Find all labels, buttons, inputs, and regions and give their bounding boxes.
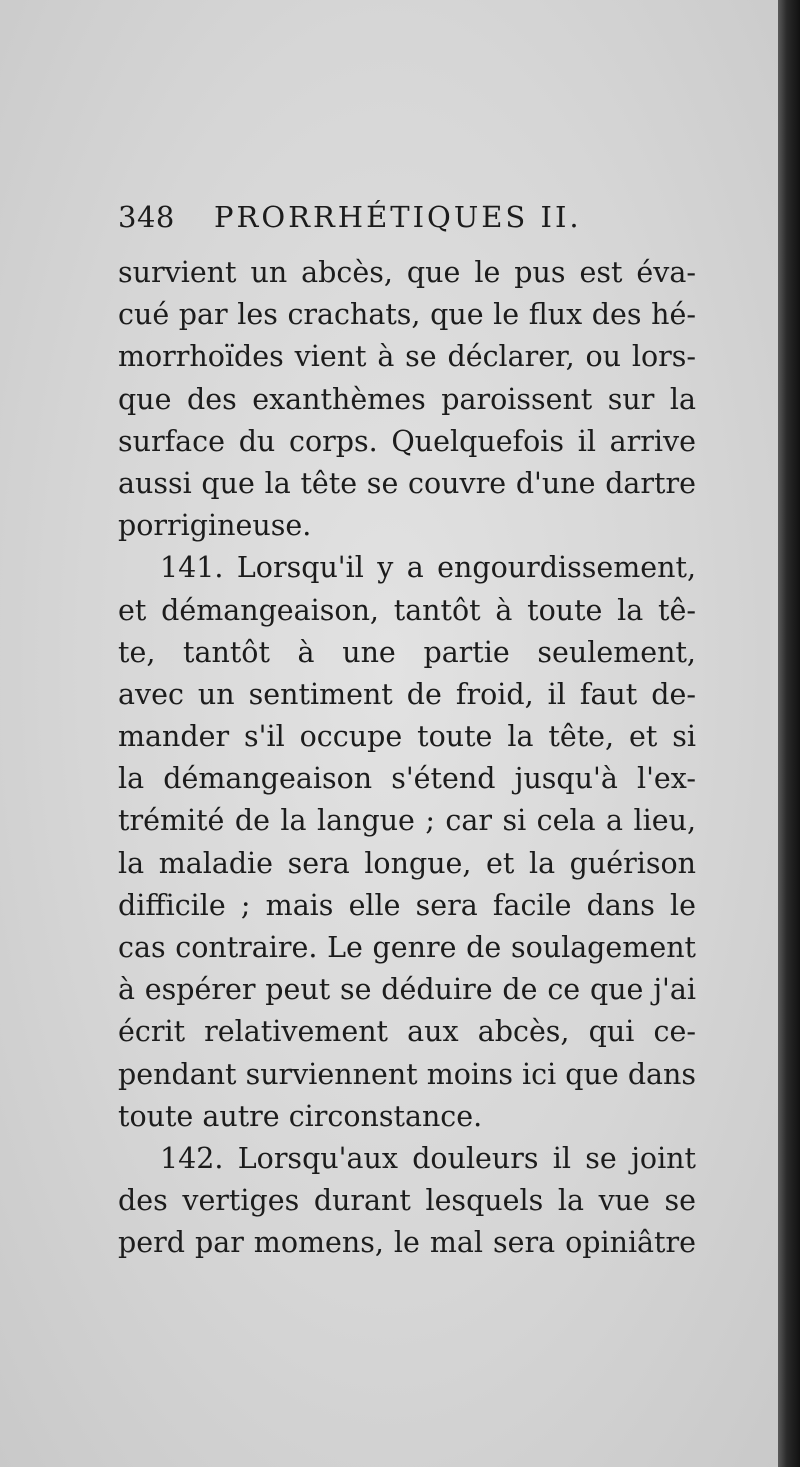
text-line: cas contraire. Le genre de soulagement [118, 931, 696, 964]
text-line: aussi que la tête se couvre d'une dartre [118, 466, 696, 500]
page-edge-shadow [778, 0, 800, 1467]
text-line: cué par les crachats, que le flux des hé- [118, 298, 696, 332]
text-line: difficile ; mais elle sera facile dans le [118, 888, 696, 922]
text-line: des vertiges durant lesquels la vue se [118, 1184, 696, 1218]
page-number: 348 [118, 200, 175, 234]
text-line: et démangeaison, tantôt à toute la tê- [118, 593, 696, 627]
text-line: 141. Lorsqu'il y a engourdissement, [160, 551, 696, 585]
text-line: 142. Lorsqu'aux douleurs il se joint [160, 1141, 696, 1175]
paragraph-continued [118, 252, 696, 547]
text-line: survient un abcès, que le pus est éva- [118, 256, 696, 289]
text-line: avec un sentiment de froid, il faut de- [118, 677, 696, 711]
text-line: porrigineuse. [118, 509, 312, 543]
text-line: que des exanthèmes paroissent sur la [118, 382, 696, 416]
running-title: PRORRHÉTIQUES II. [214, 200, 582, 234]
paragraph-141 [118, 547, 696, 1138]
paragraph-142 [118, 1138, 696, 1265]
text-line: trémité de la langue ; car si cela a lieu, [118, 804, 696, 838]
page-header [118, 200, 696, 252]
text-line: la maladie sera longue, et la guérison [118, 846, 696, 880]
text-line: te, tantôt à une partie seulement, [118, 635, 696, 669]
text-line: mander s'il occupe toute la tête, et si [118, 720, 696, 754]
page-text [118, 200, 696, 1265]
text-line: pendant surviennent moins ici que dans [118, 1057, 697, 1091]
text-line: à espérer peut se déduire de ce que j'ai [118, 973, 696, 1007]
text-line: écrit relativement aux abcès, qui ce- [118, 1015, 696, 1049]
text-line: perd par momens, le mal sera opiniâtre [118, 1226, 696, 1260]
text-line: surface du corps. Quelquefois il arrive [118, 424, 696, 458]
text-line: la démangeaison s'étend jusqu'à l'ex- [118, 762, 696, 796]
text-line: toute autre circonstance. [118, 1099, 483, 1133]
text-line: morrhoïdes vient à se déclarer, ou lors- [118, 340, 696, 374]
